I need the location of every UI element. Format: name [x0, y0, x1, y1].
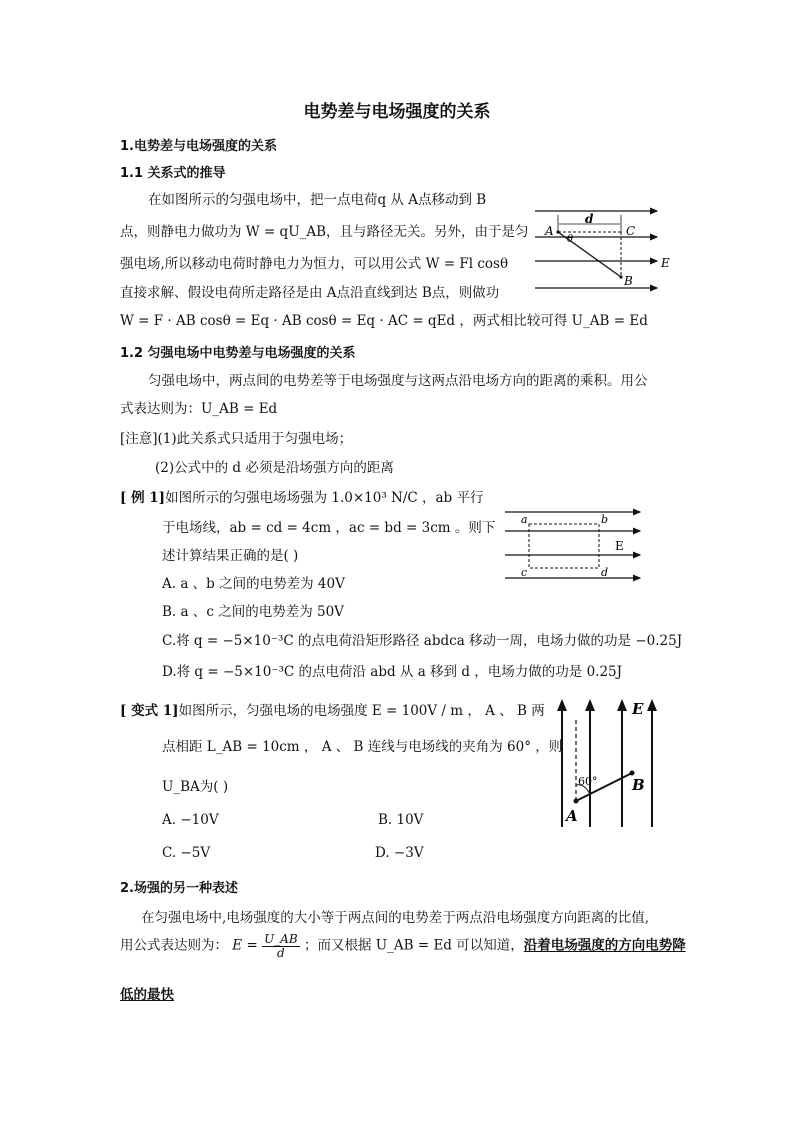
para1-line1: 在如图所示的匀强电场中，把一点电荷q 从 A点移动到 B [148, 192, 487, 208]
fig1-label-e: E [661, 256, 670, 270]
fig3-label-b: B [632, 776, 645, 794]
variant1-option-d: D. −3V [375, 845, 424, 861]
figure-vertical-field-60deg [552, 697, 667, 832]
para1-line4: 直接求解、假设电荷所走路径是由 A点沿直线到达 B点，则做功 [120, 285, 500, 301]
fig1-label-c: C [626, 224, 636, 238]
variant1-line2: 点相距 L_AB = 10cm ， A 、 B 连线与电场线的夹角为 60° ，则 [162, 739, 563, 755]
example1-line1 [120, 486, 484, 506]
section2-line1: 在匀强电场中,电场强度的大小等于两点间的电势差于两点沿电场强度方向距离的比值, [141, 910, 650, 926]
example1-line2: 于电场线，ab = cd = 4cm ，ac = bd = 3cm 。则下 [162, 520, 496, 536]
section-2-heading: 2.场强的另一种表述 [120, 881, 238, 896]
formula-numerator: U_AB [264, 932, 298, 946]
example1-option-b: B. a 、c 之间的电势差为 50V [162, 604, 344, 620]
example1-option-c: C.将 q = −5×10⁻³C 的点电荷沿矩形路径 abdca 移动一周，电场力做的功是 −0.25J [162, 633, 683, 649]
section2-emphasis-2: 低的最快 [120, 987, 174, 1003]
figure-rectangle-abdc [505, 504, 645, 584]
variant1-text1: 如图所示，匀强电场的电场强度 E = 100V / m ， A 、 B 两 [178, 703, 545, 719]
fig3-label-a: A [566, 807, 578, 825]
example1-text1: 如图所示的匀强电场场强为 1.0×10³ N/C ，ab 平行 [165, 490, 484, 506]
para2-line1: 匀强电场中，两点间的电势差等于电场强度与这两点沿电场方向的距离的乘积。用公 [148, 373, 648, 389]
variant1-line3: U_BA为( ) [162, 779, 229, 795]
section2-emphasis-1: 沿着电场强度的方向电势降 [523, 937, 686, 954]
example1-option-a: A. a 、b 之间的电势差为 40V [162, 576, 345, 592]
example1-option-d: D.将 q = −5×10⁻³C 的点电荷沿 abd 从 a 移到 d ，电场力做的功是 0.25J [162, 664, 623, 680]
fig3-label-angle: 60° [578, 775, 598, 788]
formula-lhs: E = [232, 937, 258, 954]
variant1-option-b: B. 10V [378, 812, 424, 828]
fig1-label-b: B [624, 274, 633, 288]
fig1-label-d: d [585, 212, 594, 226]
fig2-label-e: E [615, 539, 624, 553]
para2-line2: 式表达则为：U_AB = Ed [120, 401, 278, 417]
para1-line3: 强电场,所以移动电荷时静电力为恒力，可以用公式 W = Fl cosθ [120, 256, 509, 272]
section2-line2-prefix: 用公式表达则为： [120, 937, 228, 954]
figure-uniform-field-ab [535, 205, 680, 297]
page-title: 电势差与电场强度的关系 [303, 102, 491, 122]
fig2-label-d: d [601, 566, 609, 579]
formula-denominator: d [277, 945, 285, 960]
section2-line2-middle: ；而又根据 U_AB = Ed 可以知道， [303, 937, 524, 954]
example1-line3: 述计算结果正确的是( ) [162, 548, 299, 564]
fig1-label-a: A [545, 224, 554, 238]
section2-line3 [120, 983, 174, 1003]
variant1-option-c: C. −5V [162, 845, 211, 861]
note-line1: [注意](1)此关系式只适用于匀强电场； [120, 431, 353, 447]
note-line2: (2)公式中的 d 必须是沿场强方向的距离 [155, 460, 394, 476]
variant1-line1 [120, 699, 545, 719]
section2-line2 [120, 933, 686, 959]
fig2-label-b: b [601, 513, 609, 526]
variant1-label: [ 变式 1] [120, 703, 179, 719]
variant1-option-a: A. −10V [162, 812, 219, 828]
section-1-heading: 1.电势差与电场强度的关系 [120, 139, 277, 154]
fig2-label-a: a [521, 513, 528, 526]
para1-line5: W = F · AB cosθ = Eq · AB cosθ = Eq · AC = qEd ，两式相比较可得 U_AB = Ed [120, 313, 648, 329]
example1-label: [ 例 1] [120, 490, 166, 506]
subsection-1-1-heading: 1.1 关系式的推导 [120, 166, 226, 181]
para1-line2: 点，则静电力做功为 W = qU_AB，且与路径无关。另外，由于是匀 [120, 224, 529, 240]
formula-fraction [262, 933, 300, 959]
fig3-label-e: E [632, 700, 644, 718]
fig1-label-theta: θ [567, 234, 574, 245]
fig2-label-c: c [521, 566, 528, 579]
subsection-1-2-heading: 1.2 匀强电场中电势差与电场强度的关系 [120, 346, 356, 361]
